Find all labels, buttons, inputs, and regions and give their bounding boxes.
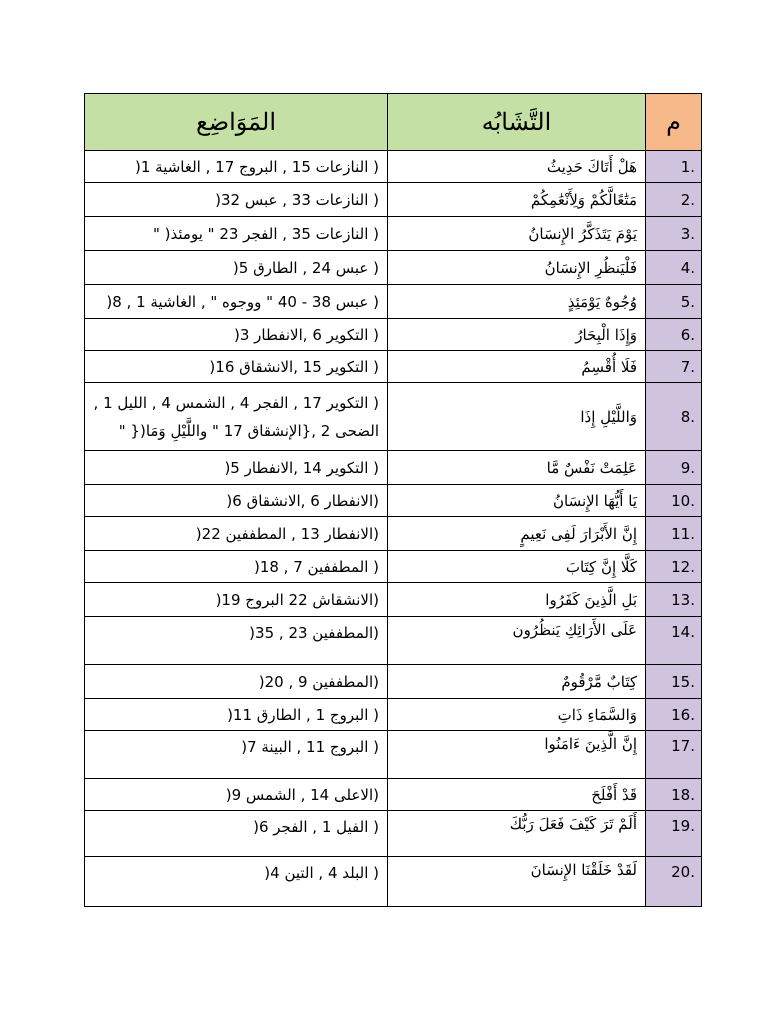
row-similarity: فَلَا أُقْسِمُ bbox=[388, 351, 646, 383]
row-number: 12. bbox=[646, 551, 702, 583]
row-locations: ( عبس 24 , الطارق 5( bbox=[85, 251, 388, 285]
table-row bbox=[85, 731, 702, 779]
row-similarity: عَلَى الأَرَائِكِ يَنظُرُون bbox=[388, 617, 646, 665]
table-row bbox=[85, 217, 702, 251]
row-locations: ( النازعات 33 , عبس 32( bbox=[85, 183, 388, 217]
table-row bbox=[85, 699, 702, 731]
row-number: 2. bbox=[646, 183, 702, 217]
table-row bbox=[85, 617, 702, 665]
row-locations: (الاعلى 14 , الشمس 9( bbox=[85, 779, 388, 811]
row-number: 13. bbox=[646, 583, 702, 617]
similarities-table bbox=[84, 93, 702, 907]
header-locations: المَوَاضِع bbox=[85, 94, 388, 151]
row-similarity: قَدْ أَفْلَحَ bbox=[388, 779, 646, 811]
row-similarity: يَوْمَ يَتَذَكَّرُ الإِنسَانُ bbox=[388, 217, 646, 251]
row-number: 7. bbox=[646, 351, 702, 383]
header-number: م bbox=[646, 94, 702, 151]
row-number: 9. bbox=[646, 451, 702, 485]
similarities-table-container bbox=[84, 93, 701, 907]
row-locations: ( البروج 11 , البينة 7( bbox=[85, 731, 388, 779]
row-locations: ( التكوير 15 ,الانشقاق 16( bbox=[85, 351, 388, 383]
table-row bbox=[85, 451, 702, 485]
table-row bbox=[85, 811, 702, 857]
table-row bbox=[85, 857, 702, 907]
row-similarity: وَاللَّيْلِ إِذَا bbox=[388, 383, 646, 451]
table-row bbox=[85, 665, 702, 699]
row-number: 20. bbox=[646, 857, 702, 907]
table-row bbox=[85, 551, 702, 583]
row-similarity: عَلِمَتْ نَفْسٌ مَّا bbox=[388, 451, 646, 485]
row-locations: ( النازعات 15 , البروج 17 , الغاشية 1( bbox=[85, 151, 388, 183]
row-locations: (المطففين 9 , 20( bbox=[85, 665, 388, 699]
row-number: 8. bbox=[646, 383, 702, 451]
table-row bbox=[85, 319, 702, 351]
row-locations: (الانفطار 13 , المطففين 22( bbox=[85, 517, 388, 551]
row-number: 1. bbox=[646, 151, 702, 183]
row-number: 15. bbox=[646, 665, 702, 699]
row-number: 14. bbox=[646, 617, 702, 665]
table-row bbox=[85, 351, 702, 383]
table-row bbox=[85, 583, 702, 617]
row-locations: ( عبس 38 - 40 " ووجوه " , الغاشية 1 , 8( bbox=[85, 285, 388, 319]
row-similarity: فَلْيَنظُرِ الإِنسَانُ bbox=[388, 251, 646, 285]
table-row bbox=[85, 151, 702, 183]
header-similarity: التَّشَابُه bbox=[388, 94, 646, 151]
row-number: 4. bbox=[646, 251, 702, 285]
row-similarity: إِنَّ الَّذِينَ ءَامَنُوا bbox=[388, 731, 646, 779]
row-similarity: بَلِ الَّذِينَ كَفَرُوا bbox=[388, 583, 646, 617]
table-row bbox=[85, 183, 702, 217]
row-similarity: وَالسَّمَاءِ ذَاتِ bbox=[388, 699, 646, 731]
row-similarity: كِتَابٌ مَّرْقُومٌ bbox=[388, 665, 646, 699]
row-locations: ( البلد 4 , التين 4( bbox=[85, 857, 388, 907]
table-row bbox=[85, 285, 702, 319]
table-row bbox=[85, 251, 702, 285]
table-row bbox=[85, 517, 702, 551]
row-locations: (الانفطار 6 ,الانشقاق 6( bbox=[85, 485, 388, 517]
row-similarity: كَلَّا إِنَّ كِتَابَ bbox=[388, 551, 646, 583]
row-number: 16. bbox=[646, 699, 702, 731]
row-number: 10. bbox=[646, 485, 702, 517]
row-similarity: وُجُوهٌ يَوْمَئِذٍ bbox=[388, 285, 646, 319]
table-header-row bbox=[85, 94, 702, 151]
row-locations: (الانشقاش 22 البروج 19( bbox=[85, 583, 388, 617]
row-number: 5. bbox=[646, 285, 702, 319]
row-similarity: مَتَٰعًالَّكُمْ وَلِأَنْعَٰمِكُمْ bbox=[388, 183, 646, 217]
table-row bbox=[85, 485, 702, 517]
row-similarity: هَلْ أَتَاكَ حَدِيثُ bbox=[388, 151, 646, 183]
row-locations: ( التكوير 17 , الفجر 4 , الشمس 4 , الليل 1 , الضحى 2 ,{الإنشقاق 17 " واللَّيْلِ وَمَا({ " bbox=[85, 383, 388, 451]
table-row bbox=[85, 779, 702, 811]
table-row bbox=[85, 383, 702, 451]
row-similarity: لَقَدْ خَلَقْنَا الإِنسَانَ bbox=[388, 857, 646, 907]
row-locations: ( التكوير 6 ,الانفطار 3( bbox=[85, 319, 388, 351]
row-similarity: أَلَمْ تَرَ كَيْفَ فَعَلَ رَبُّكَ bbox=[388, 811, 646, 857]
row-number: 6. bbox=[646, 319, 702, 351]
row-number: 19. bbox=[646, 811, 702, 857]
row-locations: ( الفيل 1 , الفجر 6( bbox=[85, 811, 388, 857]
row-locations: ( التكوير 14 ,الانفطار 5( bbox=[85, 451, 388, 485]
row-locations: ( البروج 1 , الطارق 11( bbox=[85, 699, 388, 731]
row-number: 3. bbox=[646, 217, 702, 251]
row-similarity: يَا أَيُّهَا الإِنسَانُ bbox=[388, 485, 646, 517]
row-number: 11. bbox=[646, 517, 702, 551]
row-locations: ( النازعات 35 , الفجر 23 " يومئذ( " bbox=[85, 217, 388, 251]
row-locations: (المطففين 23 , 35( bbox=[85, 617, 388, 665]
row-similarity: إِنَّ الأَبْرَارَ لَفِى نَعِيمٍ bbox=[388, 517, 646, 551]
row-locations: ( المطففين 7 , 18( bbox=[85, 551, 388, 583]
row-similarity: وَإِذَا الْبِحَارُ bbox=[388, 319, 646, 351]
row-number: 18. bbox=[646, 779, 702, 811]
table-body bbox=[85, 151, 702, 907]
row-number: 17. bbox=[646, 731, 702, 779]
